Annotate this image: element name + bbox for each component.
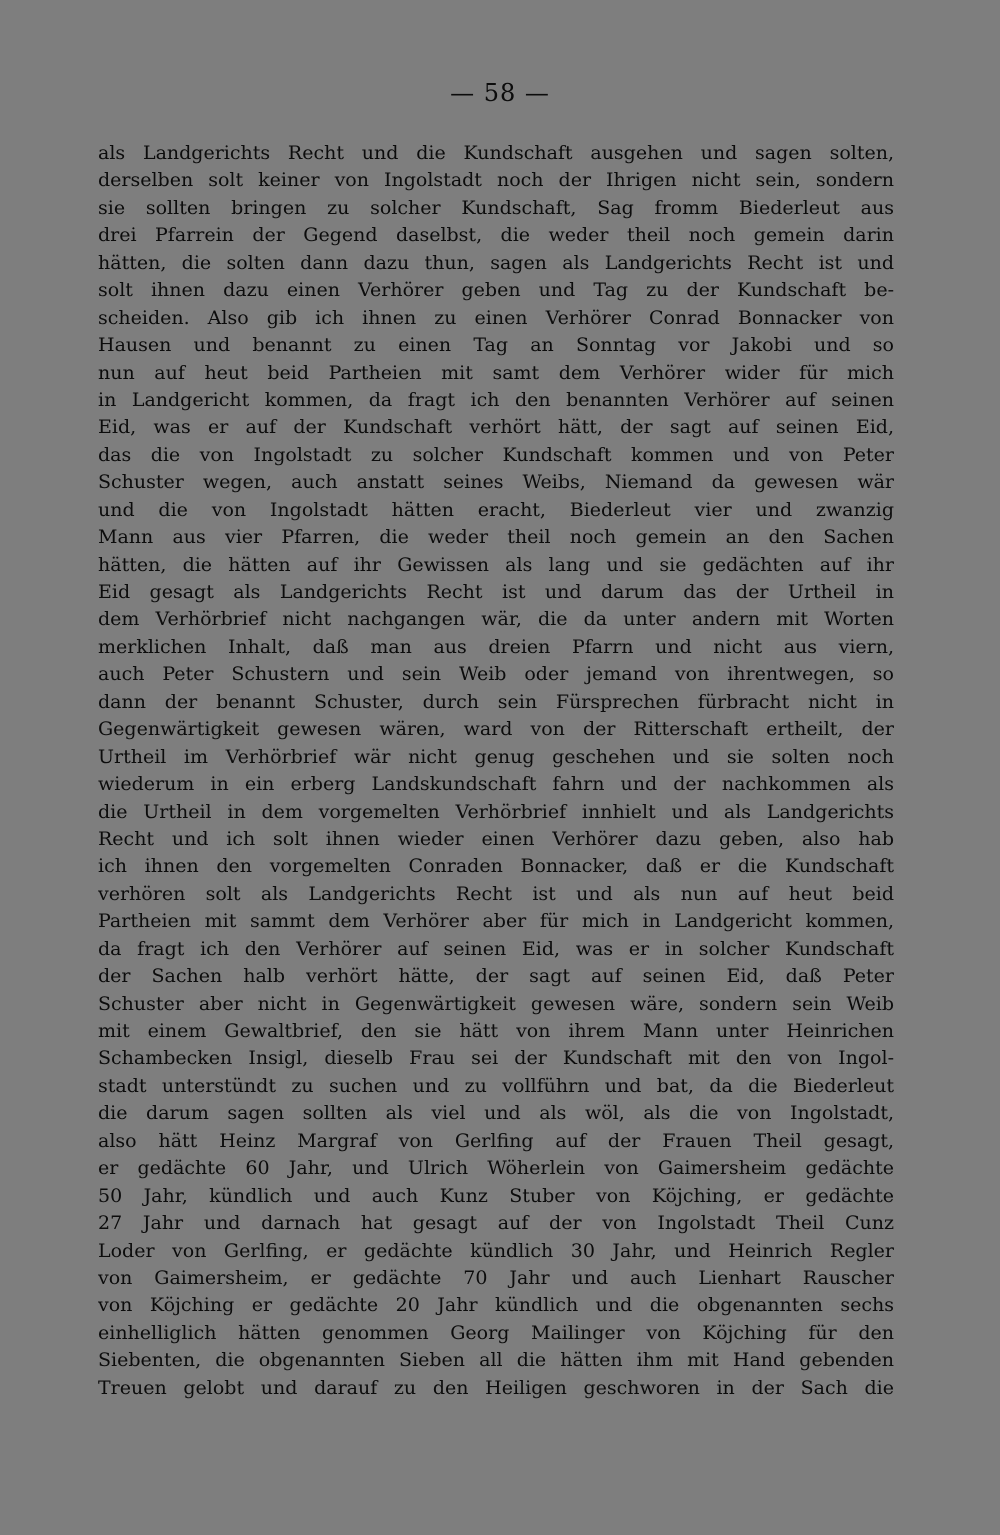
text-line: ich ihnen den vorgemelten Conraden Bonnacker, daß er die Kundschaft: [98, 855, 894, 878]
text-line: derselben solt keiner von Ingolstadt noch der Ihrigen nicht sein, sondern: [98, 169, 894, 192]
text-line: 27 Jahr und darnach hat gesagt auf der von Ingolstadt Theil Cunz: [98, 1212, 894, 1235]
text-line: das die von Ingolstadt zu solcher Kundschaft kommen und von Peter: [98, 443, 894, 466]
text-line: Schuster wegen, auch anstatt seines Weibs, Niemand da gewesen wär: [98, 471, 894, 494]
text-line: 50 Jahr, kündlich und auch Kunz Stuber von Köjching, er gedächte: [98, 1184, 894, 1207]
text-line: da fragt ich den Verhörer auf seinen Eid, was er in solcher Kundschaft: [98, 937, 894, 960]
text-line: einhelliglich hätten genommen Georg Mailinger von Köjching für den: [98, 1321, 894, 1344]
text-line: scheiden. Also gib ich ihnen zu einen Verhörer Conrad Bonnacker von: [98, 306, 894, 329]
text-line: merklichen Inhalt, daß man aus dreien Pfarrn und nicht aus viern,: [98, 635, 894, 658]
text-line: als Landgerichts Recht und die Kundschaft ausgehen und sagen solten,: [98, 142, 894, 164]
text-line: in Landgericht kommen, da fragt ich den benannten Verhörer auf seinen: [98, 388, 894, 411]
text-line: drei Pfarrein der Gegend daselbst, die weder theil noch gemein darin: [98, 224, 894, 247]
text-line: nun auf heut beid Partheien mit samt dem Verhörer wider für mich: [98, 361, 894, 384]
text-line: dann der benannt Schuster, durch sein Fürsprechen fürbracht nicht in: [98, 690, 894, 713]
text-line: Mann aus vier Pfarren, die weder theil noch gemein an den Sachen: [98, 526, 894, 549]
text-line: verhören solt als Landgerichts Recht ist und als nun auf heut beid: [98, 882, 894, 905]
body-text: [98, 140, 894, 1402]
text-line: und die von Ingolstadt hätten eracht, Biederleut vier und zwanzig: [98, 498, 894, 521]
text-line: mit einem Gewaltbrief, den sie hätt von ihrem Mann unter Heinrichen: [98, 1020, 894, 1042]
text-line: Recht und ich solt ihnen wieder einen Verhörer dazu geben, also hab: [98, 827, 894, 850]
text-line: Schambecken Insigl, dieselb Frau sei der Kundschaft mit den von Ingol-: [98, 1047, 894, 1070]
text-line: von Köjching er gedächte 20 Jahr kündlich und die obgenannten sechs: [98, 1294, 894, 1317]
text-line: auch Peter Schustern und sein Weib oder jemand von ihrentwegen, so: [98, 663, 894, 686]
text-line: er gedächte 60 Jahr, und Ulrich Wöherlein von Gaimersheim gedächte: [98, 1157, 894, 1180]
text-line: sie sollten bringen zu solcher Kundschaft, Sag fromm Biederleut aus: [98, 196, 894, 219]
text-line: Gegenwärtigkeit gewesen wären, ward von der Ritterschaft ertheilt, der: [98, 718, 894, 741]
text-line: stadt unterstündt zu suchen und zu vollführn und bat, da die Biederleut: [98, 1074, 894, 1097]
text-line: also hätt Heinz Margraf von Gerlfing auf der Frauen Theil gesagt,: [98, 1129, 894, 1152]
text-line: dem Verhörbrief nicht nachgangen wär, die da unter andern mit Worten: [98, 608, 894, 631]
text-line: solt ihnen dazu einen Verhörer geben und Tag zu der Kundschaft be-: [98, 279, 894, 302]
page-number: — 58 —: [450, 79, 550, 107]
text-line: Partheien mit sammt dem Verhörer aber für mich in Landgericht kommen,: [98, 910, 894, 933]
text-line: Eid gesagt als Landgerichts Recht ist und darum das der Urtheil in: [98, 581, 894, 603]
text-line: Treuen gelobt und darauf zu den Heiligen geschworen in der Sach die: [98, 1376, 894, 1399]
text-line: Schuster aber nicht in Gegenwärtigkeit gewesen wäre, sondern sein Weib: [98, 992, 894, 1015]
text-line: von Gaimersheim, er gedächte 70 Jahr und auch Lienhart Rauscher: [98, 1266, 894, 1289]
text-line: Eid, was er auf der Kundschaft verhört hätt, der sagt auf seinen Eid,: [98, 416, 894, 439]
text-line: die darum sagen sollten als viel und als wöl, als die von Ingolstadt,: [98, 1102, 894, 1125]
text-line: die Urtheil in dem vorgemelten Verhörbrief innhielt und als Landgerichts: [98, 800, 894, 823]
text-line: Urtheil im Verhörbrief wär nicht genug geschehen und sie solten noch: [98, 745, 894, 768]
text-line: hätten, die hätten auf ihr Gewissen als lang und sie gedächten auf ihr: [98, 553, 894, 576]
text-line: der Sachen halb verhört hätte, der sagt auf seinen Eid, daß Peter: [98, 965, 894, 988]
text-line: hätten, die solten dann dazu thun, sagen als Landgerichts Recht ist und: [98, 251, 894, 274]
text-line: Hausen und benannt zu einen Tag an Sonntag vor Jakobi und so: [98, 334, 894, 357]
text-line: Siebenten, die obgenannten Sieben all die hätten ihm mit Hand gebenden: [98, 1349, 894, 1372]
text-line: Loder von Gerlfing, er gedächte kündlich 30 Jahr, und Heinrich Regler: [98, 1239, 894, 1262]
text-line: wiederum in ein erberg Landskundschaft fahrn und der nachkommen als: [98, 773, 894, 796]
